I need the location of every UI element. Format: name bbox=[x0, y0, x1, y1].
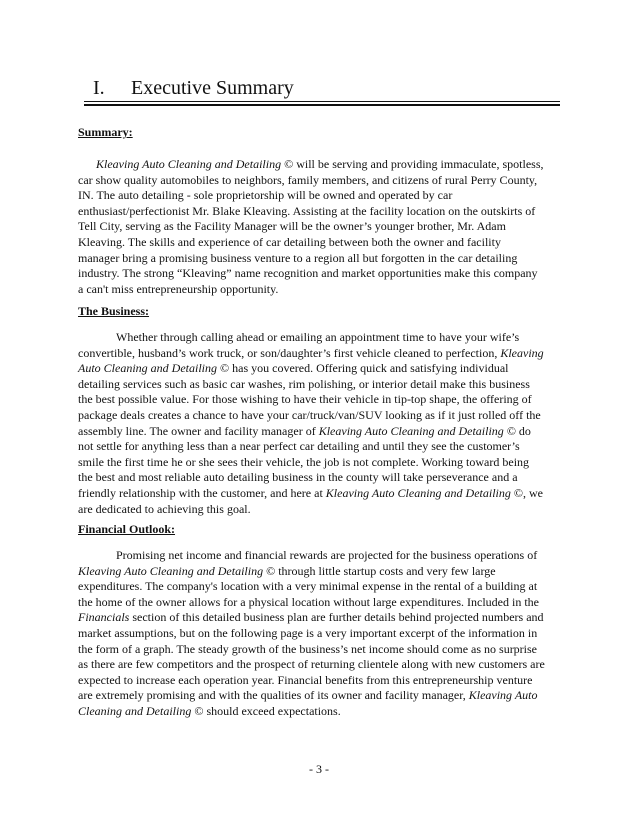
text-line bbox=[78, 173, 560, 189]
text-run: friendly relationship with the customer, and here at bbox=[78, 485, 326, 500]
text-line bbox=[78, 704, 560, 720]
italic-text: Cleaning and Detailing bbox=[78, 703, 192, 718]
text-run: as there are few competitors and the prospect of returning clientele along with new customers are bbox=[78, 657, 545, 672]
italic-text: Kleaving Auto Cleaning and Detailing bbox=[325, 485, 511, 500]
text-run: © should exceed expectations. bbox=[191, 703, 341, 718]
text-line bbox=[78, 657, 560, 673]
text-run: the form of a graph. The steady growth of the business’s net income should come as no surprise bbox=[78, 641, 538, 656]
text-run: assembly line. The owner and facility manager of bbox=[78, 423, 319, 438]
section-number: I. bbox=[93, 77, 105, 99]
text-line bbox=[78, 502, 560, 518]
text-run: © has you covered. Offering quick and satisfying individual bbox=[217, 361, 509, 376]
italic-text: Kleaving Auto Cleaning and Detailing bbox=[318, 423, 504, 438]
text-line bbox=[78, 610, 560, 626]
text-run: expected to increase each operation year. Financial benefits from this entrepreneurship venture bbox=[78, 672, 533, 687]
text-line bbox=[78, 282, 560, 298]
text-line bbox=[78, 157, 560, 173]
text-run: enthusiast/perfectionist Mr. Blake Kleaving. Assisting at the facility location on the outskirts of bbox=[78, 203, 536, 218]
text-line bbox=[78, 673, 560, 689]
text-line bbox=[78, 486, 560, 502]
text-line bbox=[78, 439, 560, 455]
text-line bbox=[78, 251, 560, 267]
text-run: are dedicated to achieving this goal. bbox=[78, 501, 251, 516]
text-run: © will be serving and providing immaculate, spotless, bbox=[281, 157, 544, 171]
text-run: ©, we bbox=[510, 485, 543, 500]
italic-text: Auto Cleaning and Detailing bbox=[78, 361, 217, 376]
text-line bbox=[78, 392, 560, 408]
text-line bbox=[78, 377, 560, 393]
text-line bbox=[78, 204, 560, 220]
italic-text: Kleaving Auto Cleaning and Detailing bbox=[78, 563, 264, 578]
text-run: Promising net income and financial rewards are projected for the business operations of bbox=[116, 548, 538, 562]
text-line bbox=[78, 626, 560, 642]
summary-paragraph bbox=[78, 157, 560, 297]
text-run: expenditures. The company's location with a very minimal expense in the rental of a building at bbox=[78, 579, 538, 594]
text-line bbox=[78, 330, 560, 346]
section-title: Executive Summary bbox=[131, 77, 294, 99]
text-run: car show quality automobiles to neighbors, family members, and citizens of rural Perry County, bbox=[78, 172, 538, 187]
heading-rule-thin bbox=[84, 101, 560, 102]
section-heading bbox=[93, 76, 294, 100]
text-run: are extremely promising and with the qualities of its owner and facility manager, bbox=[78, 688, 469, 703]
text-run: manager bring a promising business venture to a region all but forgotten in the car detailing bbox=[78, 250, 518, 265]
financial-title: Financial Outlook: bbox=[78, 522, 176, 536]
heading-rule-thick bbox=[84, 104, 560, 106]
text-line bbox=[78, 235, 560, 251]
page-number: - 3 - bbox=[309, 762, 329, 776]
text-line bbox=[78, 642, 560, 658]
text-line bbox=[78, 424, 560, 440]
text-run: the best possible value. For those wishing to have their vehicle in tip-top shape, the offering of bbox=[78, 392, 532, 407]
summary-title: Summary: bbox=[78, 125, 133, 139]
text-run: a can't miss entrepreneurship opportunity. bbox=[78, 281, 279, 296]
text-line bbox=[78, 564, 560, 580]
text-line bbox=[78, 188, 560, 204]
text-run: industry. The strong “Kleaving” name recognition and market opportunities make this company bbox=[78, 266, 538, 281]
text-run: Tell City, serving as the Facility Manager will be the owner’s younger brother, Mr. Adam bbox=[78, 219, 506, 234]
text-run: © do bbox=[503, 423, 531, 438]
text-line bbox=[78, 455, 560, 471]
text-run: Kleaving. The skills and experience of car detailing between both the owner and facility bbox=[78, 234, 501, 249]
text-line bbox=[78, 579, 560, 595]
text-run: market assumptions, but on the following page is a very important excerpt of the information in bbox=[78, 625, 538, 640]
business-paragraph bbox=[78, 330, 560, 517]
text-run: convertible, husband’s work truck, or son/daughter’s first vehicle cleaned to perfection, bbox=[78, 345, 501, 360]
financial-paragraph bbox=[78, 548, 560, 720]
italic-text: Financials bbox=[78, 610, 130, 625]
text-run: section of this detailed business plan are further details behind projected numbers and bbox=[129, 610, 544, 625]
text-run: not settle for anything less than a near perfect car detailing and until they see the customer’s bbox=[78, 439, 520, 454]
text-line bbox=[78, 470, 560, 486]
text-run: the best and most reliable auto detailing business in the county will take perseverance and a bbox=[78, 470, 518, 485]
text-line bbox=[78, 361, 560, 377]
text-run: package deals creates a chance to have your car/truck/van/SUV looking as if it just rolled off the bbox=[78, 407, 541, 422]
business-title: The Business: bbox=[78, 304, 150, 318]
italic-text: Kleaving bbox=[500, 345, 544, 360]
text-line bbox=[78, 219, 560, 235]
text-line bbox=[78, 548, 560, 564]
text-run: smile the first time he or she sees their vehicle, the job is not complete. Working toward being bbox=[78, 454, 530, 469]
italic-text: Kleaving Auto bbox=[468, 688, 538, 703]
text-line bbox=[78, 688, 560, 704]
text-run: the home of the owner allows for a physical location without large expenditures. Included in the bbox=[78, 594, 539, 609]
text-line bbox=[78, 595, 560, 611]
italic-text: Kleaving Auto Cleaning and Detailing bbox=[96, 157, 282, 171]
text-run: detailing services such as basic car washes, rim polishing, or interior detail make this business bbox=[78, 376, 530, 391]
text-line bbox=[78, 346, 560, 362]
text-run: Whether through calling ahead or emailing an appointment time to have your wife’s bbox=[116, 330, 520, 344]
text-line bbox=[78, 266, 560, 282]
text-run: © through little startup costs and very few large bbox=[263, 563, 496, 578]
text-run: IN. The auto detailing - sole proprietorship will be owned and operated by car bbox=[78, 188, 453, 203]
text-line bbox=[78, 408, 560, 424]
